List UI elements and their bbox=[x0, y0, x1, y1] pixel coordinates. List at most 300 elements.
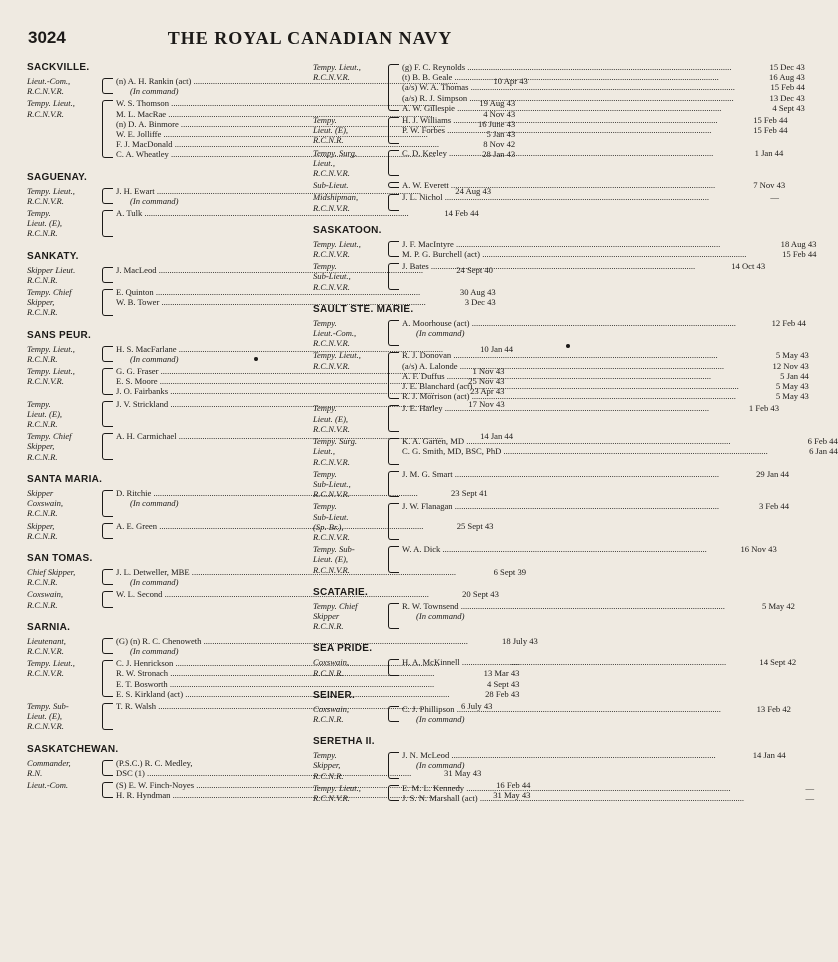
officer-list bbox=[402, 403, 779, 413]
officer-entry bbox=[402, 115, 788, 125]
rank-line: R.C.N.R. bbox=[313, 770, 344, 781]
officer-name: E. Quinton ..... bbox=[116, 287, 426, 297]
officer-name: (n) A. H. Rankin (act) ..... bbox=[116, 76, 458, 86]
rank-line: Coxswain, bbox=[27, 498, 64, 509]
seniority-date: 6 July 43 bbox=[460, 700, 493, 711]
brace bbox=[388, 241, 399, 257]
officer-group bbox=[313, 115, 788, 146]
rank-label bbox=[27, 567, 101, 587]
rank-line: Tempy. bbox=[27, 208, 51, 219]
seniority-date: 5 May 43 bbox=[775, 350, 809, 361]
brace bbox=[102, 490, 113, 517]
officer-entry bbox=[402, 501, 789, 511]
officer-list bbox=[402, 115, 788, 135]
seniority-date: 13 Dec 43 bbox=[769, 92, 805, 103]
brace bbox=[102, 703, 113, 730]
rank-line: R.C.N.R. bbox=[27, 307, 58, 318]
officer-group bbox=[313, 261, 766, 292]
seniority-date: 15 Feb 44 bbox=[782, 249, 817, 260]
officer-name: A. E. Green ..... bbox=[116, 521, 423, 531]
rank-line: Coxswain, bbox=[27, 589, 64, 600]
seniority-date: 12 Feb 44 bbox=[771, 317, 806, 328]
brace bbox=[388, 117, 399, 144]
rank-label bbox=[27, 636, 101, 656]
seniority-date: 5 May 43 bbox=[775, 381, 809, 392]
brace bbox=[102, 100, 113, 157]
officer-group bbox=[313, 350, 809, 402]
rank-line: Lieut.-Com., bbox=[27, 76, 71, 86]
seniority-date: 5 Jan 44 bbox=[780, 370, 809, 381]
ship-name: SAULT STE. MARIE. bbox=[313, 303, 414, 315]
rank-line: R.C.N.V.R. bbox=[313, 338, 350, 349]
rank-line: R.C.N.R. bbox=[27, 530, 58, 541]
rank-line: R.C.N.V.R. bbox=[313, 202, 350, 213]
officer-name: (t) B. B. Geale ..... bbox=[402, 72, 735, 82]
officer-list bbox=[402, 239, 816, 259]
rank-label bbox=[27, 208, 101, 239]
rank-label bbox=[27, 589, 101, 609]
officer-name: G. G. Fraser ..... bbox=[116, 366, 434, 376]
rank-line: R.C.N.R. bbox=[27, 274, 58, 285]
seniority-date: 10 Jan 44 bbox=[480, 343, 514, 354]
seniority-date: 16 Aug 43 bbox=[769, 72, 805, 83]
brace bbox=[102, 782, 113, 798]
rank-line: Lieut. (E), bbox=[27, 408, 63, 419]
rank-line: R.C.N.V.R. bbox=[27, 86, 64, 97]
officer-list bbox=[402, 318, 806, 338]
officer-name: H. R. Hyndman ..... bbox=[116, 790, 460, 800]
officer-name: M. L. MacRae ..... bbox=[116, 109, 445, 119]
seniority-date: 18 Aug 43 bbox=[780, 238, 817, 249]
officer-name: J. H. Ewart ..... bbox=[116, 186, 421, 196]
rank-line: Coxswain, bbox=[313, 703, 350, 714]
seniority-date: 24 Sept 40 bbox=[456, 264, 493, 275]
rank-line: Tempy. Sub- bbox=[27, 700, 69, 711]
officer-name: J. E. Harley ..... bbox=[402, 403, 709, 413]
officer-entry bbox=[402, 750, 786, 760]
seniority-date: 15 Feb 44 bbox=[770, 82, 805, 93]
rank-line: Tempy. Surg. bbox=[313, 147, 358, 158]
ship-section bbox=[313, 303, 838, 575]
rank-label bbox=[313, 318, 387, 349]
rank-label bbox=[27, 399, 101, 430]
rank-label bbox=[27, 431, 101, 462]
brace bbox=[102, 760, 113, 776]
officer-entry bbox=[402, 657, 796, 667]
rank-line: Tempy. Surg. bbox=[313, 436, 358, 447]
rank-label bbox=[27, 98, 101, 118]
rank-label bbox=[27, 366, 101, 386]
officer-name: F. J. MacDonald ..... bbox=[116, 139, 445, 149]
officer-name: J. O. Fairbanks ..... bbox=[116, 386, 434, 396]
page-header bbox=[0, 28, 600, 54]
rank-line: Tempy. Lieut., bbox=[313, 62, 361, 72]
seniority-date: 14 Oct 43 bbox=[731, 261, 766, 272]
rank-line: R.C.N.V.R. bbox=[313, 249, 350, 260]
officer-name: W. A. Dick ..... bbox=[402, 544, 707, 554]
seniority-date: 29 Jan 44 bbox=[756, 468, 790, 479]
brace bbox=[102, 78, 113, 94]
rank-line: Tempy. Chief bbox=[27, 287, 72, 298]
rank-line: Tempy. Lieut., bbox=[313, 238, 361, 249]
officer-entry bbox=[402, 93, 805, 103]
seniority-date: 1 Feb 43 bbox=[748, 403, 779, 414]
officer-group bbox=[313, 62, 805, 113]
officer-name: H. J. Williams ..... bbox=[402, 115, 718, 125]
brace bbox=[388, 706, 399, 722]
officer-list bbox=[402, 436, 838, 456]
rank-line: R.C.N.R. bbox=[313, 621, 344, 632]
rank-line: Lieut.-Com. bbox=[27, 779, 69, 790]
officer-group bbox=[313, 238, 817, 260]
brace bbox=[388, 785, 399, 801]
officer-name: P. W. Forbes ..... bbox=[402, 125, 718, 135]
officer-name: E. S. Kirkland (act) ..... bbox=[116, 689, 449, 699]
rank-line: R.C.N.V.R. bbox=[313, 423, 350, 434]
seniority-date: 8 Nov 42 bbox=[483, 139, 516, 150]
seniority-date: 3 Feb 44 bbox=[758, 501, 790, 512]
officer-name: J. M. G. Smart ..... bbox=[402, 469, 719, 479]
seniority-date: 23 Sept 41 bbox=[450, 487, 488, 498]
seniority-date: — bbox=[510, 658, 520, 669]
seniority-date: 15 Dec 43 bbox=[769, 62, 805, 72]
seniority-date: 1 Nov 43 bbox=[472, 366, 505, 377]
ship-name: SCATARIE. bbox=[313, 586, 369, 598]
officer-group bbox=[313, 703, 791, 724]
rank-label bbox=[313, 148, 387, 179]
ship-section bbox=[313, 586, 795, 632]
officer-name: C. D. Keeley ..... bbox=[402, 148, 713, 158]
rank-line: R.C.N.V.R. bbox=[313, 531, 350, 542]
seniority-date: 30 Aug 43 bbox=[459, 287, 496, 298]
rank-line: R.N. bbox=[27, 767, 43, 778]
seniority-date: 24 Aug 43 bbox=[455, 185, 492, 196]
officer-name: A. Moorhouse (act) ..... bbox=[402, 318, 736, 328]
rank-label bbox=[313, 261, 387, 292]
rank-line: Tempy. bbox=[313, 261, 337, 272]
officer-name: M. P. G. Burchell (act) ..... bbox=[402, 249, 746, 259]
seniority-date: — bbox=[770, 192, 779, 203]
rank-line: Tempy. Lieut., bbox=[27, 98, 75, 109]
brace bbox=[388, 405, 399, 432]
command-note: (In command) bbox=[416, 610, 465, 621]
ship-section bbox=[313, 62, 805, 213]
rank-label bbox=[27, 488, 101, 519]
seniority-date: 13 Feb 42 bbox=[756, 703, 791, 714]
officer-name: C. A. Wheatley ..... bbox=[116, 149, 445, 159]
officer-list bbox=[402, 750, 786, 770]
seniority-date: 31 May 43 bbox=[493, 790, 531, 801]
officer-entry bbox=[402, 239, 816, 249]
officer-name: (S) E. W. Finch-Noyes ..... bbox=[116, 780, 460, 790]
seniority-date: 16 Nov 43 bbox=[740, 544, 777, 555]
officer-entry bbox=[402, 62, 805, 72]
rank-line: Tempy. Lieut., bbox=[27, 343, 75, 354]
margin-dot bbox=[254, 357, 258, 361]
rank-line: Tempy. Lieut., bbox=[27, 658, 75, 669]
seniority-date: 1 Jan 44 bbox=[754, 147, 784, 158]
brace bbox=[102, 267, 113, 283]
rank-label bbox=[313, 239, 387, 259]
seniority-date: 14 Jan 44 bbox=[480, 431, 514, 442]
command-note: (In command) bbox=[416, 760, 465, 771]
officer-group bbox=[313, 147, 784, 179]
officer-entry bbox=[402, 544, 777, 554]
rank-line: Tempy. bbox=[313, 115, 337, 126]
brace bbox=[102, 660, 113, 697]
ship-name: SERETHA II. bbox=[313, 736, 375, 748]
officer-name: J. W. Flanagan ..... bbox=[402, 501, 719, 511]
officer-entry bbox=[402, 318, 806, 328]
seniority-date: 6 Sept 39 bbox=[493, 566, 527, 577]
rank-line: Skipper bbox=[313, 610, 340, 621]
seniority-date: — bbox=[805, 792, 815, 803]
brace bbox=[102, 569, 113, 585]
officer-entry bbox=[402, 469, 789, 479]
brace bbox=[102, 433, 113, 460]
officer-name: R. J. Morrison (act) ..... bbox=[402, 391, 739, 401]
brace bbox=[388, 352, 399, 399]
rank-line: Sub-Lieut. bbox=[313, 511, 349, 522]
command-note: (In command) bbox=[130, 195, 179, 206]
officer-list bbox=[402, 350, 809, 401]
command-note: (In command) bbox=[130, 577, 179, 588]
seniority-date: 20 Sept 43 bbox=[462, 589, 499, 600]
rank-line: R.C.N.V.R. bbox=[27, 195, 64, 206]
ship-name: SANTA MARIA. bbox=[27, 473, 103, 485]
rank-line: R.C.N.V.R. bbox=[313, 72, 350, 83]
officer-name: W. E. Jolliffe ..... bbox=[116, 129, 445, 139]
rank-line: Tempy. bbox=[313, 501, 337, 512]
officer-group bbox=[313, 317, 806, 349]
rank-line: R.C.N.R. bbox=[313, 667, 344, 678]
officer-name: J. MacLeod ..... bbox=[116, 265, 423, 275]
ship-name: SACKVILLE. bbox=[27, 62, 90, 73]
seniority-date: 15 Feb 44 bbox=[753, 125, 788, 136]
rank-label bbox=[27, 658, 101, 678]
rank-line: Lieut. (E), bbox=[313, 413, 349, 424]
brace bbox=[388, 603, 399, 630]
officer-name: (a/s) R. J. Simpson ..... bbox=[402, 93, 735, 103]
rank-label bbox=[27, 780, 101, 790]
brace bbox=[388, 320, 399, 347]
rank-label bbox=[313, 403, 387, 434]
officer-entry bbox=[402, 350, 809, 360]
seniority-date: 18 July 43 bbox=[502, 635, 538, 646]
brace bbox=[388, 471, 399, 498]
officer-group bbox=[313, 544, 777, 575]
seniority-date: 31 May 43 bbox=[444, 767, 482, 778]
seniority-date: 14 Sept 42 bbox=[759, 657, 797, 668]
officer-group bbox=[313, 782, 815, 803]
officer-name: (G) (n) R. C. Chenoweth ..... bbox=[116, 636, 468, 646]
officer-entry bbox=[402, 180, 785, 190]
seniority-date: 3 Dec 43 bbox=[464, 297, 496, 308]
rank-line: Lieut., bbox=[313, 157, 335, 168]
brace bbox=[388, 659, 399, 675]
rank-line: R.C.N.R. bbox=[27, 451, 58, 462]
seniority-date: 4 Sept 43 bbox=[772, 102, 805, 113]
officer-list bbox=[402, 657, 796, 667]
rank-label bbox=[27, 344, 101, 364]
rank-line: Tempy. Lieut., bbox=[313, 782, 361, 793]
ship-name: SANKATY. bbox=[27, 250, 79, 262]
brace bbox=[102, 346, 113, 362]
ship-section bbox=[313, 643, 797, 678]
rank-label bbox=[313, 601, 387, 632]
brace bbox=[102, 591, 113, 607]
officer-entry bbox=[402, 436, 838, 446]
rank-line: (Sp. Br.), bbox=[313, 521, 344, 532]
officer-entry bbox=[402, 261, 765, 271]
rank-label bbox=[313, 469, 387, 500]
brace bbox=[388, 503, 399, 540]
seniority-date: 25 Nov 43 bbox=[468, 376, 505, 387]
officer-name: J. S. N. Marshall (act) ..... bbox=[402, 793, 744, 803]
officer-name: W. B. Tower ..... bbox=[116, 297, 426, 307]
rank-line: Lieutenant, bbox=[27, 635, 66, 646]
officer-group bbox=[313, 501, 790, 542]
ship-name: SARNIA. bbox=[27, 621, 71, 633]
ship-name: SASKATOON. bbox=[313, 224, 382, 236]
brace bbox=[388, 546, 399, 573]
brace bbox=[102, 368, 113, 395]
seniority-date: 4 Nov 43 bbox=[483, 108, 516, 119]
ship-name: SASKATCHEWAN. bbox=[27, 743, 119, 755]
seniority-date: 25 Sept 43 bbox=[456, 520, 494, 531]
rank-line: R.C.N.V.R. bbox=[27, 645, 64, 656]
rank-line: Tempy. Chief bbox=[313, 600, 358, 611]
officer-entry bbox=[402, 192, 779, 202]
seniority-date: 4 Sept 43 bbox=[487, 678, 520, 689]
ship-name: SANS PEUR. bbox=[27, 329, 92, 341]
officer-list bbox=[402, 148, 783, 158]
rank-line: R.C.N.V.R. bbox=[313, 281, 350, 292]
rank-label bbox=[313, 501, 387, 542]
ship-name: SEA PRIDE. bbox=[313, 643, 373, 655]
rank-line: R.C.N.R. bbox=[27, 508, 58, 519]
rank-line: R.C.N.R. bbox=[27, 599, 58, 610]
officer-list bbox=[402, 783, 814, 803]
rank-line: Tempy. Lieut., bbox=[313, 350, 361, 361]
officer-entry bbox=[402, 793, 814, 803]
officer-name: C. G. Smith, MD, BSC, PhD ..... bbox=[402, 446, 768, 456]
command-note: (In command) bbox=[130, 86, 179, 97]
running-title: THE ROYAL CANADIAN NAVY bbox=[167, 28, 453, 48]
officer-name: J. L. Detweller, MBE ..... bbox=[116, 567, 456, 577]
command-note: (In command) bbox=[130, 645, 179, 656]
officer-entry bbox=[402, 125, 788, 135]
officer-name: DSC (1) ..... bbox=[116, 768, 411, 778]
rank-line: Commander, bbox=[27, 757, 71, 768]
officer-list bbox=[402, 192, 779, 202]
officer-name: W. L. Second ..... bbox=[116, 589, 429, 599]
rank-line: Tempy. bbox=[313, 317, 337, 328]
rank-line: Tempy. Chief bbox=[27, 431, 72, 442]
rank-label bbox=[27, 521, 101, 541]
rank-line: R.C.N.V.R. bbox=[27, 668, 64, 679]
rank-line: Skipper, bbox=[313, 760, 341, 771]
seniority-date: 6 Feb 44 bbox=[807, 436, 838, 447]
seniority-date: 13 Mar 43 bbox=[483, 668, 520, 679]
rank-line: R.C.N.V.R. bbox=[313, 792, 350, 803]
officer-entry bbox=[402, 82, 805, 92]
brace bbox=[102, 523, 113, 539]
rank-line: Lieut. (E), bbox=[313, 554, 349, 565]
seniority-date: 16 Feb 44 bbox=[496, 779, 531, 790]
seniority-date: 14 Feb 44 bbox=[444, 208, 479, 219]
officer-list bbox=[402, 544, 777, 554]
rank-line: Lieut. (E), bbox=[313, 125, 349, 136]
officer-group bbox=[313, 600, 795, 632]
officer-name: J. V. Strickland ..... bbox=[116, 399, 435, 409]
command-note: (In command) bbox=[130, 498, 179, 509]
rank-line: R.C.N.V.R. bbox=[313, 456, 350, 467]
rank-line: R.C.N.V.R. bbox=[313, 489, 350, 500]
rank-line: Lieut. (E), bbox=[27, 218, 63, 229]
officer-name: (a/s) W. A. Thomas ..... bbox=[402, 82, 735, 92]
rank-line: Skipper, bbox=[27, 297, 55, 308]
seniority-date: 10 Apr 43 bbox=[493, 76, 528, 86]
rank-line: Tempy. Sub- bbox=[313, 544, 355, 555]
brace bbox=[388, 150, 399, 177]
officer-entry bbox=[402, 72, 805, 82]
rank-label bbox=[27, 76, 101, 96]
rank-line: Sub-Lieut. bbox=[313, 180, 349, 191]
officer-entry bbox=[402, 249, 816, 259]
seniority-date: 15 Feb 44 bbox=[753, 115, 788, 126]
seniority-date: 16 June 43 bbox=[477, 118, 516, 129]
officer-name: K. A. Garten, MD ..... bbox=[402, 436, 768, 446]
officer-entry bbox=[402, 446, 838, 456]
rank-line: Chief Skipper, bbox=[27, 566, 76, 577]
right-column bbox=[313, 62, 838, 815]
rank-line: Skipper bbox=[27, 487, 54, 498]
brace bbox=[388, 438, 399, 465]
brace bbox=[388, 194, 399, 210]
officer-group bbox=[313, 403, 779, 434]
brace bbox=[388, 64, 399, 111]
rank-label bbox=[313, 350, 387, 370]
rank-line: Sub-Lieut., bbox=[313, 271, 351, 282]
rank-line: Skipper, bbox=[27, 520, 55, 531]
officer-entry bbox=[402, 371, 809, 381]
officer-list bbox=[402, 261, 765, 271]
officer-name: J. L. Nichol ..... bbox=[402, 192, 709, 202]
officer-list bbox=[402, 469, 789, 479]
rank-line: R.C.N.R. bbox=[27, 353, 58, 364]
ship-section bbox=[313, 224, 817, 292]
ship-name: SEINER. bbox=[313, 689, 356, 701]
officer-name: H. S. MacFarlane ..... bbox=[116, 344, 443, 354]
command-note: (In command) bbox=[130, 353, 179, 364]
seniority-date: 23 Apr 43 bbox=[470, 386, 505, 397]
rank-line: R.C.N.V.R. bbox=[313, 564, 350, 575]
officer-name: R. W. Townsend ..... bbox=[402, 601, 725, 611]
rank-line: R.C.N.R. bbox=[313, 713, 344, 724]
rank-line: R.C.N.V.R. bbox=[27, 376, 64, 387]
rank-line: R.C.N.V.R. bbox=[27, 721, 64, 732]
seniority-date: 28 Jan 43 bbox=[482, 149, 516, 160]
officer-name: J. F. MacIntyre ..... bbox=[402, 239, 746, 249]
seniority-date: 5 May 42 bbox=[762, 600, 795, 611]
officer-group bbox=[313, 657, 797, 678]
ship-name: SAGUENAY. bbox=[27, 171, 88, 183]
rank-label bbox=[313, 704, 387, 724]
rank-label bbox=[313, 436, 387, 467]
rank-line: R.C.N.R. bbox=[27, 419, 58, 430]
rank-label bbox=[313, 180, 387, 190]
